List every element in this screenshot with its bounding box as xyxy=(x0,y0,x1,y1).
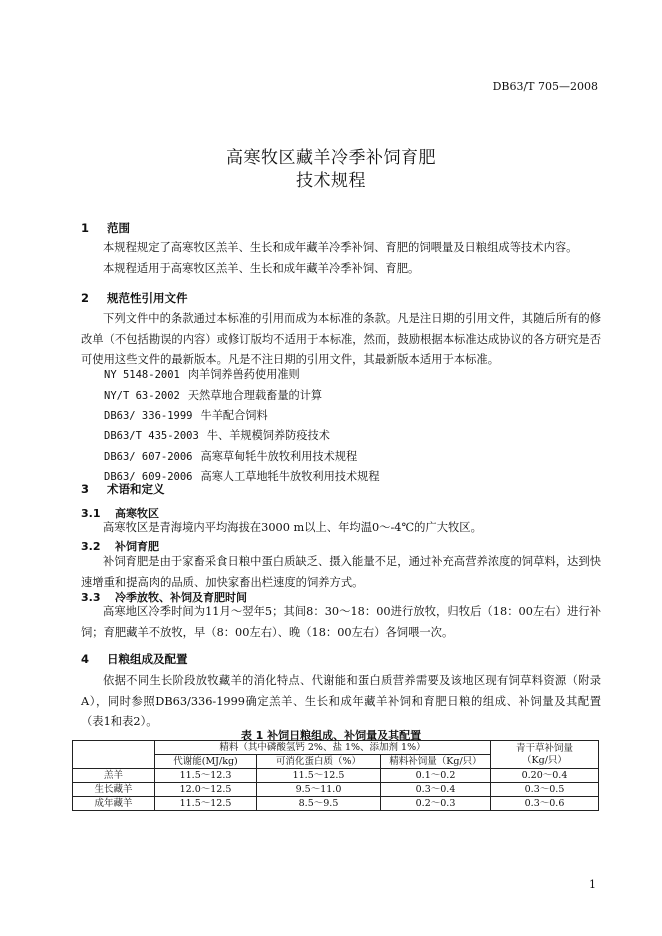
document-subtitle: 技术规程 xyxy=(296,171,366,191)
reference-name: 牛羊配合饲料 xyxy=(200,409,268,422)
section-3-heading xyxy=(81,481,165,497)
section-number: 2 xyxy=(81,291,90,305)
section-4-paragraph-1: 依据不同生长阶段放牧藏羊的消化特点、代谢能和蛋白质营养需要及该地区现有饲草料资源（附录A），同时参照DB63/336-1999确定羔羊、生长和成年藏羊补饲和育肥日粮的组成、补饲量及其配置（表1和表2）。 xyxy=(81,674,601,728)
feed-table xyxy=(72,740,599,811)
reference-code: DB63/ 607-2006 xyxy=(104,451,193,463)
table-row xyxy=(73,797,599,811)
table-cell: 11.5～12.3 xyxy=(155,769,257,783)
section-2-heading xyxy=(81,290,188,306)
table-header-row xyxy=(73,741,599,755)
section-4-heading xyxy=(81,651,188,667)
table-cell: 9.5～11.0 xyxy=(257,783,381,797)
reference-item xyxy=(104,387,322,403)
reference-code: NY/T 63-2002 xyxy=(104,390,180,402)
standard-code: DB63/T 705—2008 xyxy=(492,80,598,93)
section-title: 日粮组成及配置 xyxy=(107,652,188,666)
reference-item xyxy=(104,366,300,382)
reference-name: 高寒草甸牦牛放牧利用技术规程 xyxy=(200,450,358,463)
page-number: 1 xyxy=(589,878,596,891)
section-title: 术语和定义 xyxy=(107,482,165,496)
table-cell: 12.0～12.5 xyxy=(155,783,257,797)
hay-header-line-1: 青干草补饲量 xyxy=(515,742,573,754)
reference-name: 牛、羊规模饲养防疫技术 xyxy=(206,429,330,442)
row-label: 生长藏羊 xyxy=(73,783,155,797)
reference-item xyxy=(104,407,268,423)
column-header: 可消化蛋白质（%） xyxy=(257,755,381,769)
definition-number: 3.2 xyxy=(81,540,101,553)
definition-title: 冷季放牧、补饲及育肥时间 xyxy=(115,591,247,604)
section-number: 1 xyxy=(81,221,90,235)
section-number: 4 xyxy=(81,652,90,666)
row-label: 成年藏羊 xyxy=(73,797,155,811)
document-title: 高寒牧区藏羊冷季补饲育肥 xyxy=(226,148,436,168)
hay-header-line-2: （Kg/只） xyxy=(522,754,567,766)
table-cell: 0.3～0.6 xyxy=(491,797,599,811)
hay-header xyxy=(491,741,599,769)
table-cell: 0.1～0.2 xyxy=(381,769,491,783)
table-cell: 0.20～0.4 xyxy=(491,769,599,783)
reference-code: DB63/ 609-2006 xyxy=(104,471,193,483)
table-cell: 0.3～0.4 xyxy=(381,783,491,797)
table-row xyxy=(73,783,599,797)
section-number: 3 xyxy=(81,482,90,496)
section-title: 规范性引用文件 xyxy=(107,291,188,305)
section-2-paragraph-1: 下列文件中的条款通过本标准的引用而成为本标准的条款。凡是注日期的引用文件，其随后所有的修改单（不包括勘误的内容）或修订版均不适用于本标准，然而，鼓励根据本标准达成协议的各方研究是否可使用这些文件的最新版本。凡是不注日期的引用文件，其最新版本适用于本标准。 xyxy=(81,312,601,366)
table-cell: 11.5～12.5 xyxy=(155,797,257,811)
section-title: 范围 xyxy=(107,221,130,235)
definition-title: 高寒牧区 xyxy=(115,507,159,520)
table-1-caption: 表 1 补饲日粮组成、补饲量及其配置 xyxy=(240,729,422,742)
definition-3-3-text: 高寒地区冷季时间为11月～翌年5；其间8：30～18：00进行放牧，归牧后（18：00左右）进行补饲；育肥藏羊不放牧，早（8：00左右）、晚（18：00左右）各饲喂一次。 xyxy=(81,605,601,639)
column-header: 精料补饲量（Kg/只） xyxy=(381,755,491,769)
corner-cell xyxy=(73,741,155,769)
reference-code: DB63/T 435-2003 xyxy=(104,430,199,442)
reference-code: NY 5148-2001 xyxy=(104,369,180,381)
table-row xyxy=(73,769,599,783)
section-1-paragraph-2: 本规程适用于高寒牧区羔羊、生长和成年藏羊冷季补饲、育肥。 xyxy=(103,262,420,275)
table-cell: 11.5～12.5 xyxy=(257,769,381,783)
table-cell: 0.2～0.3 xyxy=(381,797,491,811)
table-cell: 8.5～9.5 xyxy=(257,797,381,811)
reference-code: DB63/ 336-1999 xyxy=(104,410,193,422)
definition-3-1-text: 高寒牧区是青海境内平均海拔在3000 m以上、年均温0～-4℃的广大牧区。 xyxy=(103,521,482,534)
column-header: 代谢能(MJ/kg) xyxy=(155,755,257,769)
reference-name: 天然草地合理载畜量的计算 xyxy=(187,389,323,402)
definition-3-2-text: 补饲育肥是由于家畜采食日粮中蛋白质缺乏、摄入能量不足，通过补充高营养浓度的饲草料，达到快速增重和提高肉的品质、加快家畜出栏速度的饲养方式。 xyxy=(81,555,601,589)
concentrate-group-header: 精料（其中磷酸氢钙 2%、盐 1%、添加剂 1%） xyxy=(155,741,491,755)
definition-title: 补饲育肥 xyxy=(115,540,159,553)
reference-item xyxy=(104,448,357,464)
reference-name: 肉羊饲养兽药使用准则 xyxy=(187,368,300,381)
definition-number: 3.3 xyxy=(81,591,101,604)
section-1-paragraph-1: 本规程规定了高寒牧区羔羊、生长和成年藏羊冷季补饲、育肥的饲喂量及日粮组成等技术内容。 xyxy=(103,241,578,254)
reference-name: 高寒人工草地牦牛放牧利用技术规程 xyxy=(200,470,380,483)
row-label: 羔羊 xyxy=(73,769,155,783)
section-1-heading xyxy=(81,220,130,236)
table-cell: 0.3～0.5 xyxy=(491,783,599,797)
reference-item xyxy=(104,427,330,443)
definition-number: 3.1 xyxy=(81,507,101,520)
